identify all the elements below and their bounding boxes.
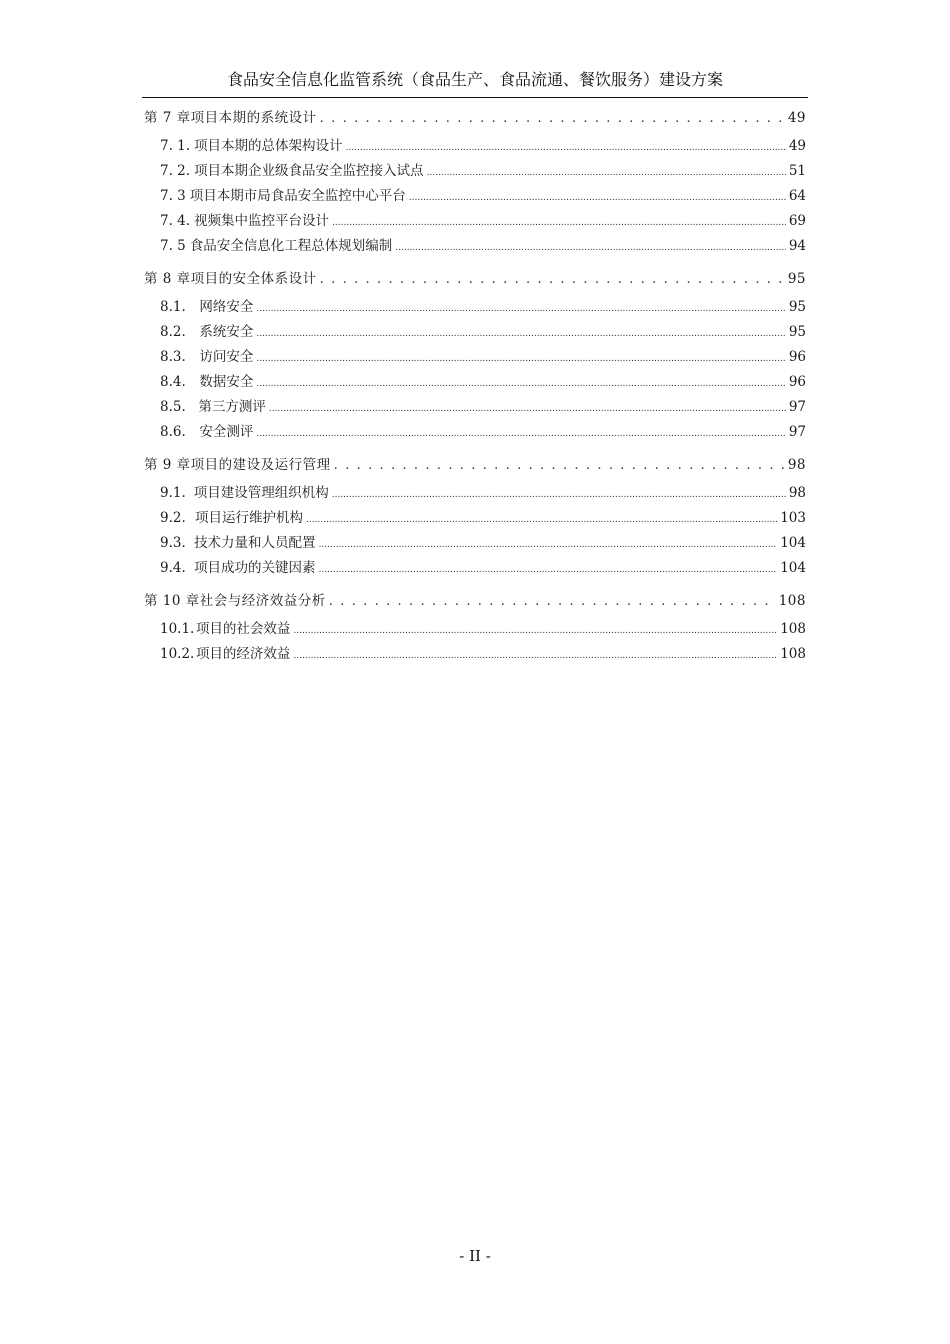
toc-page-number: 108 bbox=[780, 646, 806, 662]
toc-chapter-number: 第 9 章 bbox=[144, 457, 191, 473]
toc-section-9-1[interactable] bbox=[144, 481, 806, 506]
toc-section-title: 项目的社会效益 bbox=[195, 621, 291, 637]
toc-section-number: 7. 1. bbox=[160, 138, 191, 154]
toc-section-title: 视频集中监控平台设计 bbox=[194, 213, 330, 229]
toc-section-number: 10.2. bbox=[160, 646, 195, 662]
toc-section-number: 8.5. bbox=[160, 399, 186, 415]
toc-leader-dots bbox=[409, 184, 786, 211]
toc-section-7-4[interactable] bbox=[144, 209, 806, 234]
toc-section-title: 网络安全 bbox=[199, 299, 254, 315]
toc-leader-dots bbox=[306, 506, 777, 533]
toc-section-number: 10.1. bbox=[160, 621, 195, 637]
toc-page-number: 51 bbox=[788, 163, 806, 179]
toc-chapter-number: 第 8 章 bbox=[144, 271, 191, 287]
toc-page-number: 69 bbox=[788, 213, 806, 229]
toc-section-title: 系统安全 bbox=[199, 324, 254, 340]
toc-page-number: 96 bbox=[788, 349, 806, 365]
toc-page-number: 95 bbox=[788, 299, 806, 315]
toc-leader-dots bbox=[319, 531, 778, 558]
toc-section-number: 9.3. bbox=[160, 535, 186, 551]
toc-section-8-5[interactable] bbox=[144, 395, 806, 420]
toc-section-title: 安全测评 bbox=[199, 424, 254, 440]
toc-leader-dots bbox=[319, 556, 778, 583]
toc-section-7-1[interactable] bbox=[144, 134, 806, 159]
toc-leader-dots bbox=[269, 395, 786, 422]
toc-chapter-9[interactable] bbox=[144, 453, 806, 477]
toc-leader-dots bbox=[332, 481, 786, 508]
toc-chapter-7[interactable] bbox=[144, 106, 806, 130]
toc-page-number: 96 bbox=[788, 374, 806, 390]
toc-page-number: 94 bbox=[788, 238, 806, 254]
toc-leader-dots bbox=[320, 267, 785, 292]
toc-page-number: 97 bbox=[788, 399, 806, 415]
toc-chapter-number: 第 10 章 bbox=[144, 593, 200, 609]
toc-section-title: 项目本期市局食品安全监控中心平台 bbox=[189, 188, 406, 204]
toc-leader-dots bbox=[329, 589, 776, 614]
toc-section-number: 8.4. bbox=[160, 374, 186, 390]
toc-chapter-title: 项目本期的系统设计 bbox=[190, 110, 317, 126]
toc-section-title: 第三方测评 bbox=[198, 399, 266, 415]
toc-section-number: 7. 2. bbox=[160, 163, 191, 179]
toc-leader-dots bbox=[293, 642, 777, 669]
toc-section-number: 8.3. bbox=[160, 349, 186, 365]
toc-section-7-3[interactable] bbox=[144, 184, 806, 209]
toc-section-8-6[interactable] bbox=[144, 420, 806, 445]
toc-section-number: 7. 3 bbox=[160, 188, 186, 204]
toc-section-number: 8.2. bbox=[160, 324, 186, 340]
toc-section-number: 9.2. bbox=[160, 510, 186, 526]
toc-section-8-2[interactable] bbox=[144, 320, 806, 345]
toc-page-number: 103 bbox=[780, 510, 806, 526]
toc-leader-dots bbox=[256, 420, 785, 447]
toc-leader-dots bbox=[332, 209, 786, 236]
toc-section-8-3[interactable] bbox=[144, 345, 806, 370]
toc-section-title: 项目的经济效益 bbox=[195, 646, 291, 662]
toc-section-8-1[interactable] bbox=[144, 295, 806, 320]
toc-section-number: 9.1. bbox=[160, 485, 186, 501]
toc-page-number: 104 bbox=[780, 535, 806, 551]
toc-section-7-2[interactable] bbox=[144, 159, 806, 184]
toc-page-number: 49 bbox=[787, 110, 806, 126]
toc-section-8-4[interactable] bbox=[144, 370, 806, 395]
toc-leader-dots bbox=[334, 453, 785, 478]
toc-chapter-8[interactable] bbox=[144, 267, 806, 291]
toc-chapter-number: 第 7 章 bbox=[144, 110, 191, 126]
toc-page-number: 108 bbox=[778, 593, 806, 609]
toc-section-title: 项目本期企业级食品安全监控接入试点 bbox=[194, 163, 424, 179]
header-divider bbox=[142, 97, 808, 98]
toc-page-number: 97 bbox=[788, 424, 806, 440]
toc-section-title: 数据安全 bbox=[199, 374, 254, 390]
toc-chapter-10[interactable] bbox=[144, 589, 806, 613]
toc-section-title: 食品安全信息化工程总体规划编制 bbox=[189, 238, 393, 254]
toc-section-title: 访问安全 bbox=[199, 349, 254, 365]
toc-leader-dots bbox=[256, 320, 785, 347]
toc-section-number: 8.1. bbox=[160, 299, 186, 315]
page-footer-number: - II - bbox=[459, 1247, 491, 1265]
page-header-title: 食品安全信息化监管系统（食品生产、食品流通、餐饮服务）建设方案 bbox=[226, 70, 723, 89]
toc-leader-dots bbox=[256, 295, 785, 322]
toc-leader-dots bbox=[293, 617, 777, 644]
toc-section-number: 7. 4. bbox=[160, 213, 191, 229]
toc-chapter-title: 项目的建设及运行管理 bbox=[190, 457, 331, 473]
toc-chapter-title: 社会与经济效益分析 bbox=[199, 593, 326, 609]
toc-section-title: 项目建设管理组织机构 bbox=[193, 485, 329, 501]
toc-section-10-1[interactable] bbox=[144, 617, 806, 642]
toc-section-9-4[interactable] bbox=[144, 556, 806, 581]
toc-section-7-5[interactable] bbox=[144, 234, 806, 259]
toc-page-number: 64 bbox=[788, 188, 806, 204]
toc-leader-dots bbox=[427, 159, 786, 186]
toc-page-number: 108 bbox=[780, 621, 806, 637]
toc-page-number: 95 bbox=[788, 324, 806, 340]
table-of-contents bbox=[144, 106, 806, 667]
toc-section-title: 项目本期的总体架构设计 bbox=[194, 138, 343, 154]
toc-section-number: 8.6. bbox=[160, 424, 186, 440]
toc-section-10-2[interactable] bbox=[144, 642, 806, 667]
toc-section-number: 9.4. bbox=[160, 560, 186, 576]
toc-section-title: 技术力量和人员配置 bbox=[194, 535, 316, 551]
toc-leader-dots bbox=[346, 134, 786, 161]
toc-section-9-2[interactable] bbox=[144, 506, 806, 531]
toc-leader-dots bbox=[320, 106, 785, 131]
toc-leader-dots bbox=[395, 234, 786, 261]
toc-section-9-3[interactable] bbox=[144, 531, 806, 556]
toc-section-title: 项目运行维护机构 bbox=[195, 510, 303, 526]
toc-section-number: 7. 5 bbox=[160, 238, 186, 254]
toc-page-number: 104 bbox=[780, 560, 806, 576]
toc-leader-dots bbox=[256, 370, 785, 397]
toc-page-number: 98 bbox=[787, 457, 806, 473]
toc-page-number: 98 bbox=[788, 485, 806, 501]
toc-chapter-title: 项目的安全体系设计 bbox=[190, 271, 317, 287]
toc-page-number: 49 bbox=[788, 138, 806, 154]
toc-leader-dots bbox=[256, 345, 785, 372]
toc-section-title: 项目成功的关键因素 bbox=[194, 560, 316, 576]
toc-page-number: 95 bbox=[787, 271, 806, 287]
